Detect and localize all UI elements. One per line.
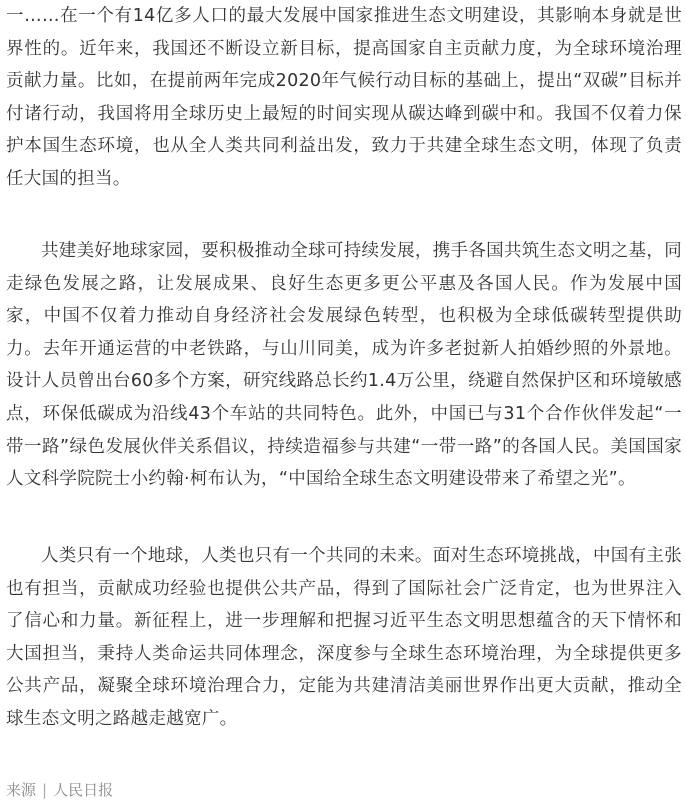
source-label: 来源 — [6, 781, 37, 799]
article-paragraph-3: 人类只有一个地球，人类也只有一个共同的未来。面对生态环境挑战，中国有主张也有担当，贡献成功经验也提供公共产品，得到了国际社会广泛肯定，也为世界注入了信心和力量。新征程上，进一步理解和把握习近平生态文明思想蕴含的天下情怀和大国担当，秉持人类命运共同体理念，深度参与全球生态环境治理，为全球提供更多公共产品，凝聚全球环境治理合力，定能为共建清洁美丽世界作出更大贡献，推动全球生态文明之路越走越宽广。 — [6, 546, 682, 729]
source-line — [6, 779, 113, 801]
article-paragraph-2: 共建美好地球家园，要积极推动全球可持续发展，携手各国共筑生态文明之基，同走绿色发展之路，让发展成果、良好生态更多更公平惠及各国人民。作为发展中国家，中国不仅着力推动自身经济社会发展绿色转型，也积极为全球低碳转型提供助力。去年开通运营的中老铁路，与山川同美，成为许多老挝新人拍婚纱照的外景地。设计人员曾出台60多个方案，研究线路总长约1.4万公里，绕避自然保护区和环境敏感点，环保低碳成为沿线43个车站的共同特色。此外，中国已与31个合作伙伴发起“一带一路”绿色发展伙伴关系倡议，持续造福参与共建“一带一路”的各国人民。美国国家人文科学院院士小约翰·柯布认为，“中国给全球生态文明建设带来了希望之光”。 — [6, 241, 682, 490]
source-name: 人民日报 — [53, 781, 114, 799]
article-paragraph-1: 一……在一个有14亿多人口的最大发展中国家推进生态文明建设，其影响本身就是世界性的。近年来，我国还不断设立新目标，提高国家自主贡献力度，为全球环境治理贡献力量。比如，在提前两年完成2020年气候行动目标的基础上，提出“双碳”目标并付诸行动，我国将用全球历史上最短的时间实现从碳达峰到碳中和。我国不仅着力保护本国生态环境，也从全人类共同利益出发，致力于共建全球生态文明，体现了负责任大国的担当。 — [6, 6, 682, 189]
source-separator: | — [42, 781, 48, 799]
